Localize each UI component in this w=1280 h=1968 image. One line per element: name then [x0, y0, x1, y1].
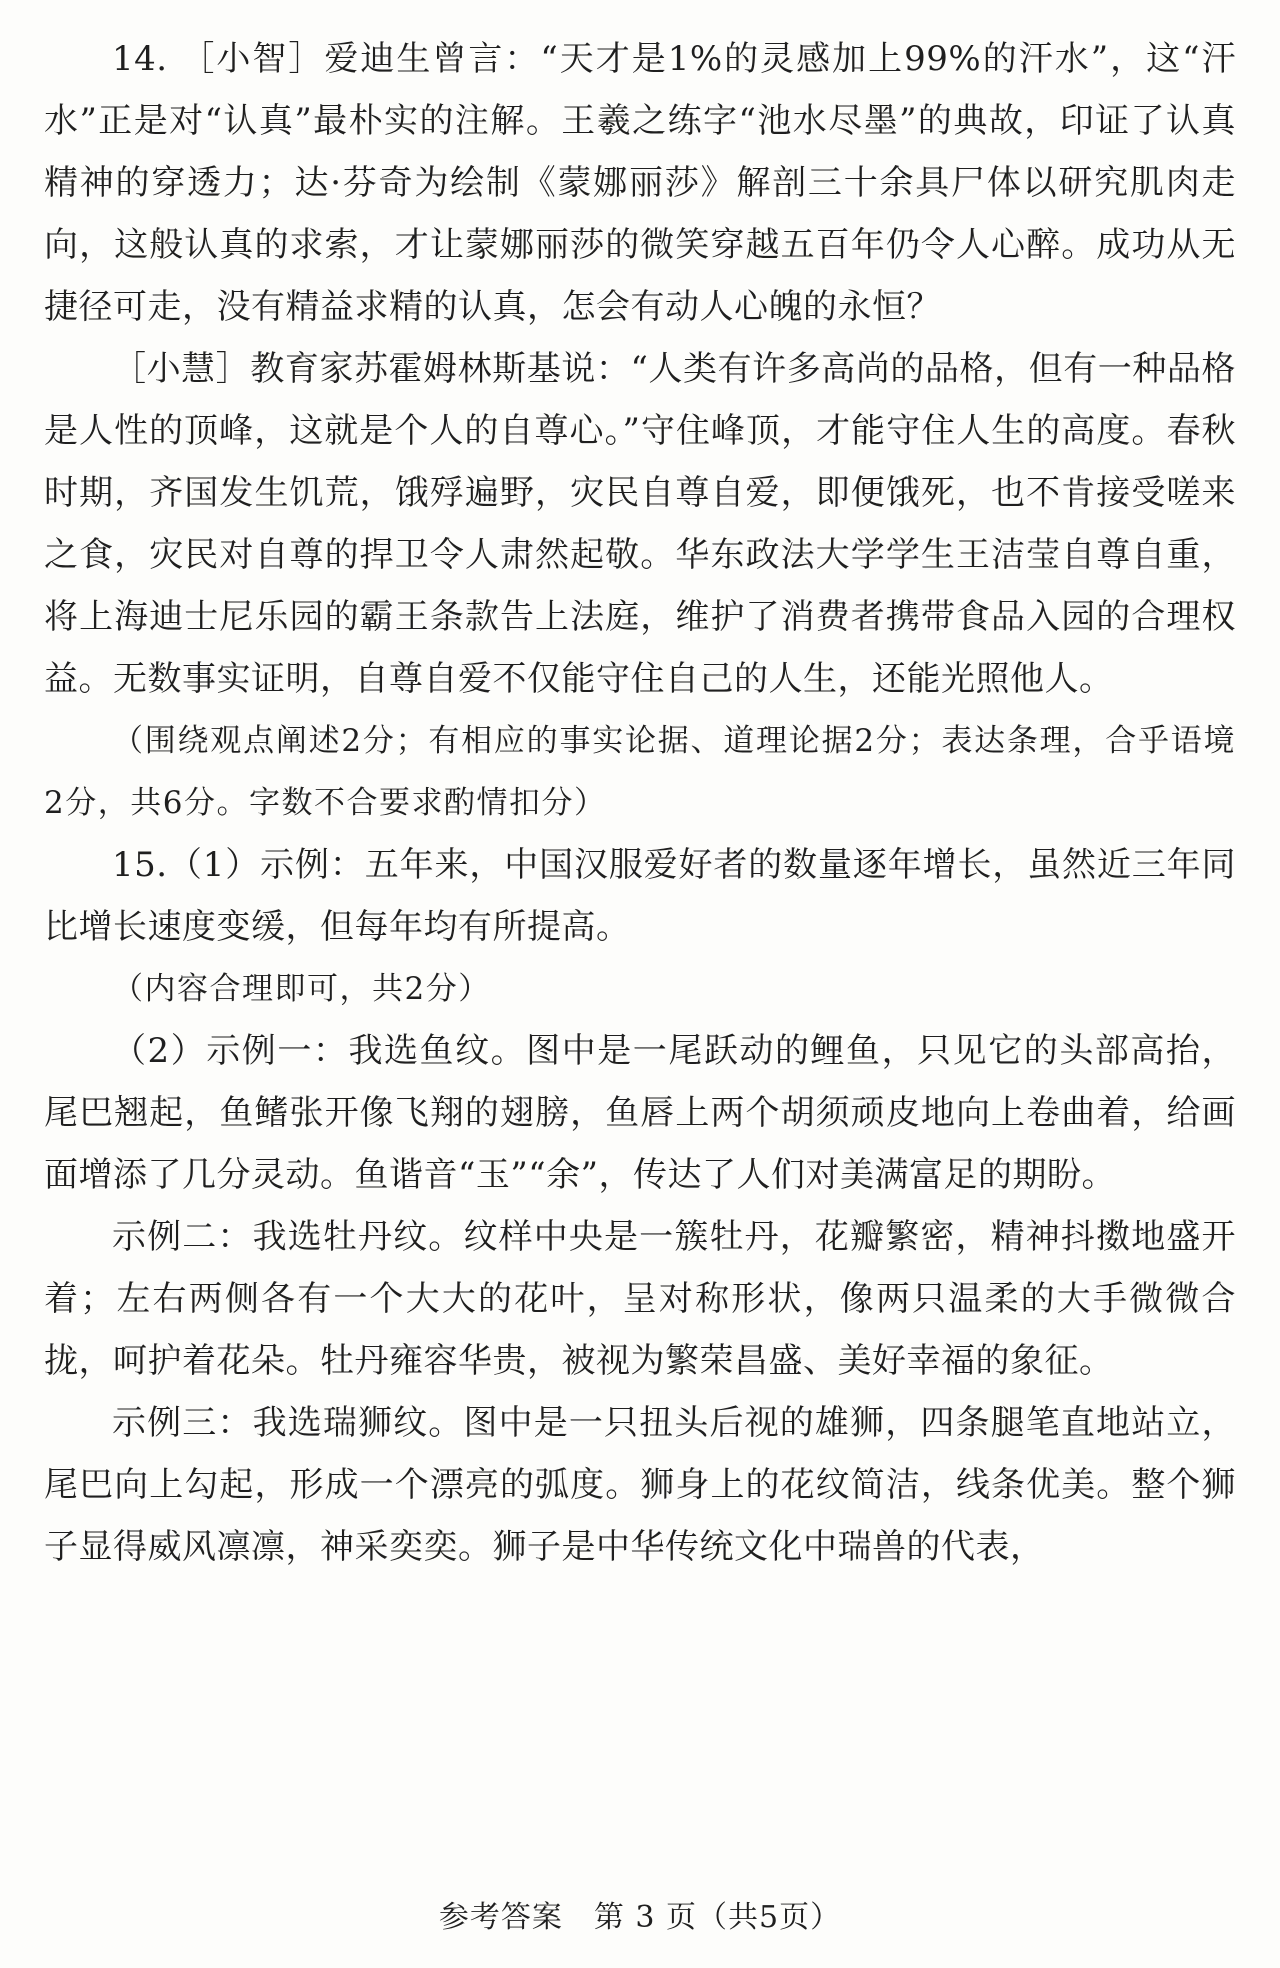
q14-scoring-note: （围绕观点阐述2分；有相应的事实论据、道理论据2分；表达条理，合乎语境2分，共6分。字数不合要求酌情扣分）	[44, 723, 1236, 821]
q15-2-example-three: 示例三：我选瑞狮纹。图中是一只扭头后视的雄狮，四条腿笔直地站立，尾巴向上勾起，形成一个漂亮的弧度。狮身上的花纹简洁，线条优美。整个狮子显得威风凛凛，神采奕奕。狮子是中华传统文化中瑞兽的代表，	[44, 1403, 1236, 1567]
page-content	[44, 28, 1236, 1578]
q15-2-example-one: （2）示例一：我选鱼纹。图中是一尾跃动的鲤鱼，只见它的头部高抬，尾巴翘起，鱼鳍张开像飞翔的翅膀，鱼唇上两个胡须顽皮地向上卷曲着，给画面增添了几分灵动。鱼谐音“玉”“余”，传达了人们对美满富足的期盼。	[44, 1031, 1236, 1195]
q15-1-scoring-note: （内容合理即可，共2分）	[112, 971, 491, 1007]
q15-1-paragraph: 15.（1）示例：五年来，中国汉服爱好者的数量逐年增长，虽然近三年同比增长速度变缓，但每年均有所提高。	[44, 845, 1236, 947]
q14-xiaozhi-paragraph: 14. ［小智］爱迪生曾言：“天才是1%的灵感加上99%的汗水”，这“汗水”正是对“认真”最朴实的注解。王羲之练字“池水尽墨”的典故，印证了认真精神的穿透力；达·芬奇为绘制《蒙娜丽莎》解剖三十余具尸体以研究肌肉走向，这般认真的求索，才让蒙娜丽莎的微笑穿越五百年仍令人心醉。成功从无捷径可走，没有精益求精的认真，怎会有动人心魄的永恒？	[44, 39, 1236, 327]
q14-xiaohui-paragraph: ［小慧］教育家苏霍姆林斯基说：“人类有许多高尚的品格，但有一种品格是人性的顶峰，这就是个人的自尊心。”守住峰顶，才能守住人生的高度。春秋时期，齐国发生饥荒，饿殍遍野，灾民自尊自爱，即便饿死，也不肯接受嗟来之食，灾民对自尊的捍卫令人肃然起敬。华东政法大学学生王洁莹自尊自重，将上海迪士尼乐园的霸王条款告上法庭，维护了消费者携带食品入园的合理权益。无数事实证明，自尊自爱不仅能守住自己的人生，还能光照他人。	[44, 349, 1236, 699]
page-footer: 参考答案 第 3 页（共5页）	[438, 1900, 842, 1935]
q15-2-example-two: 示例二：我选牡丹纹。纹样中央是一簇牡丹，花瓣繁密，精神抖擞地盛开着；左右两侧各有一个大大的花叶，呈对称形状，像两只温柔的大手微微合拢，呵护着花朵。牡丹雍容华贵，被视为繁荣昌盛、美好幸福的象征。	[44, 1217, 1236, 1381]
